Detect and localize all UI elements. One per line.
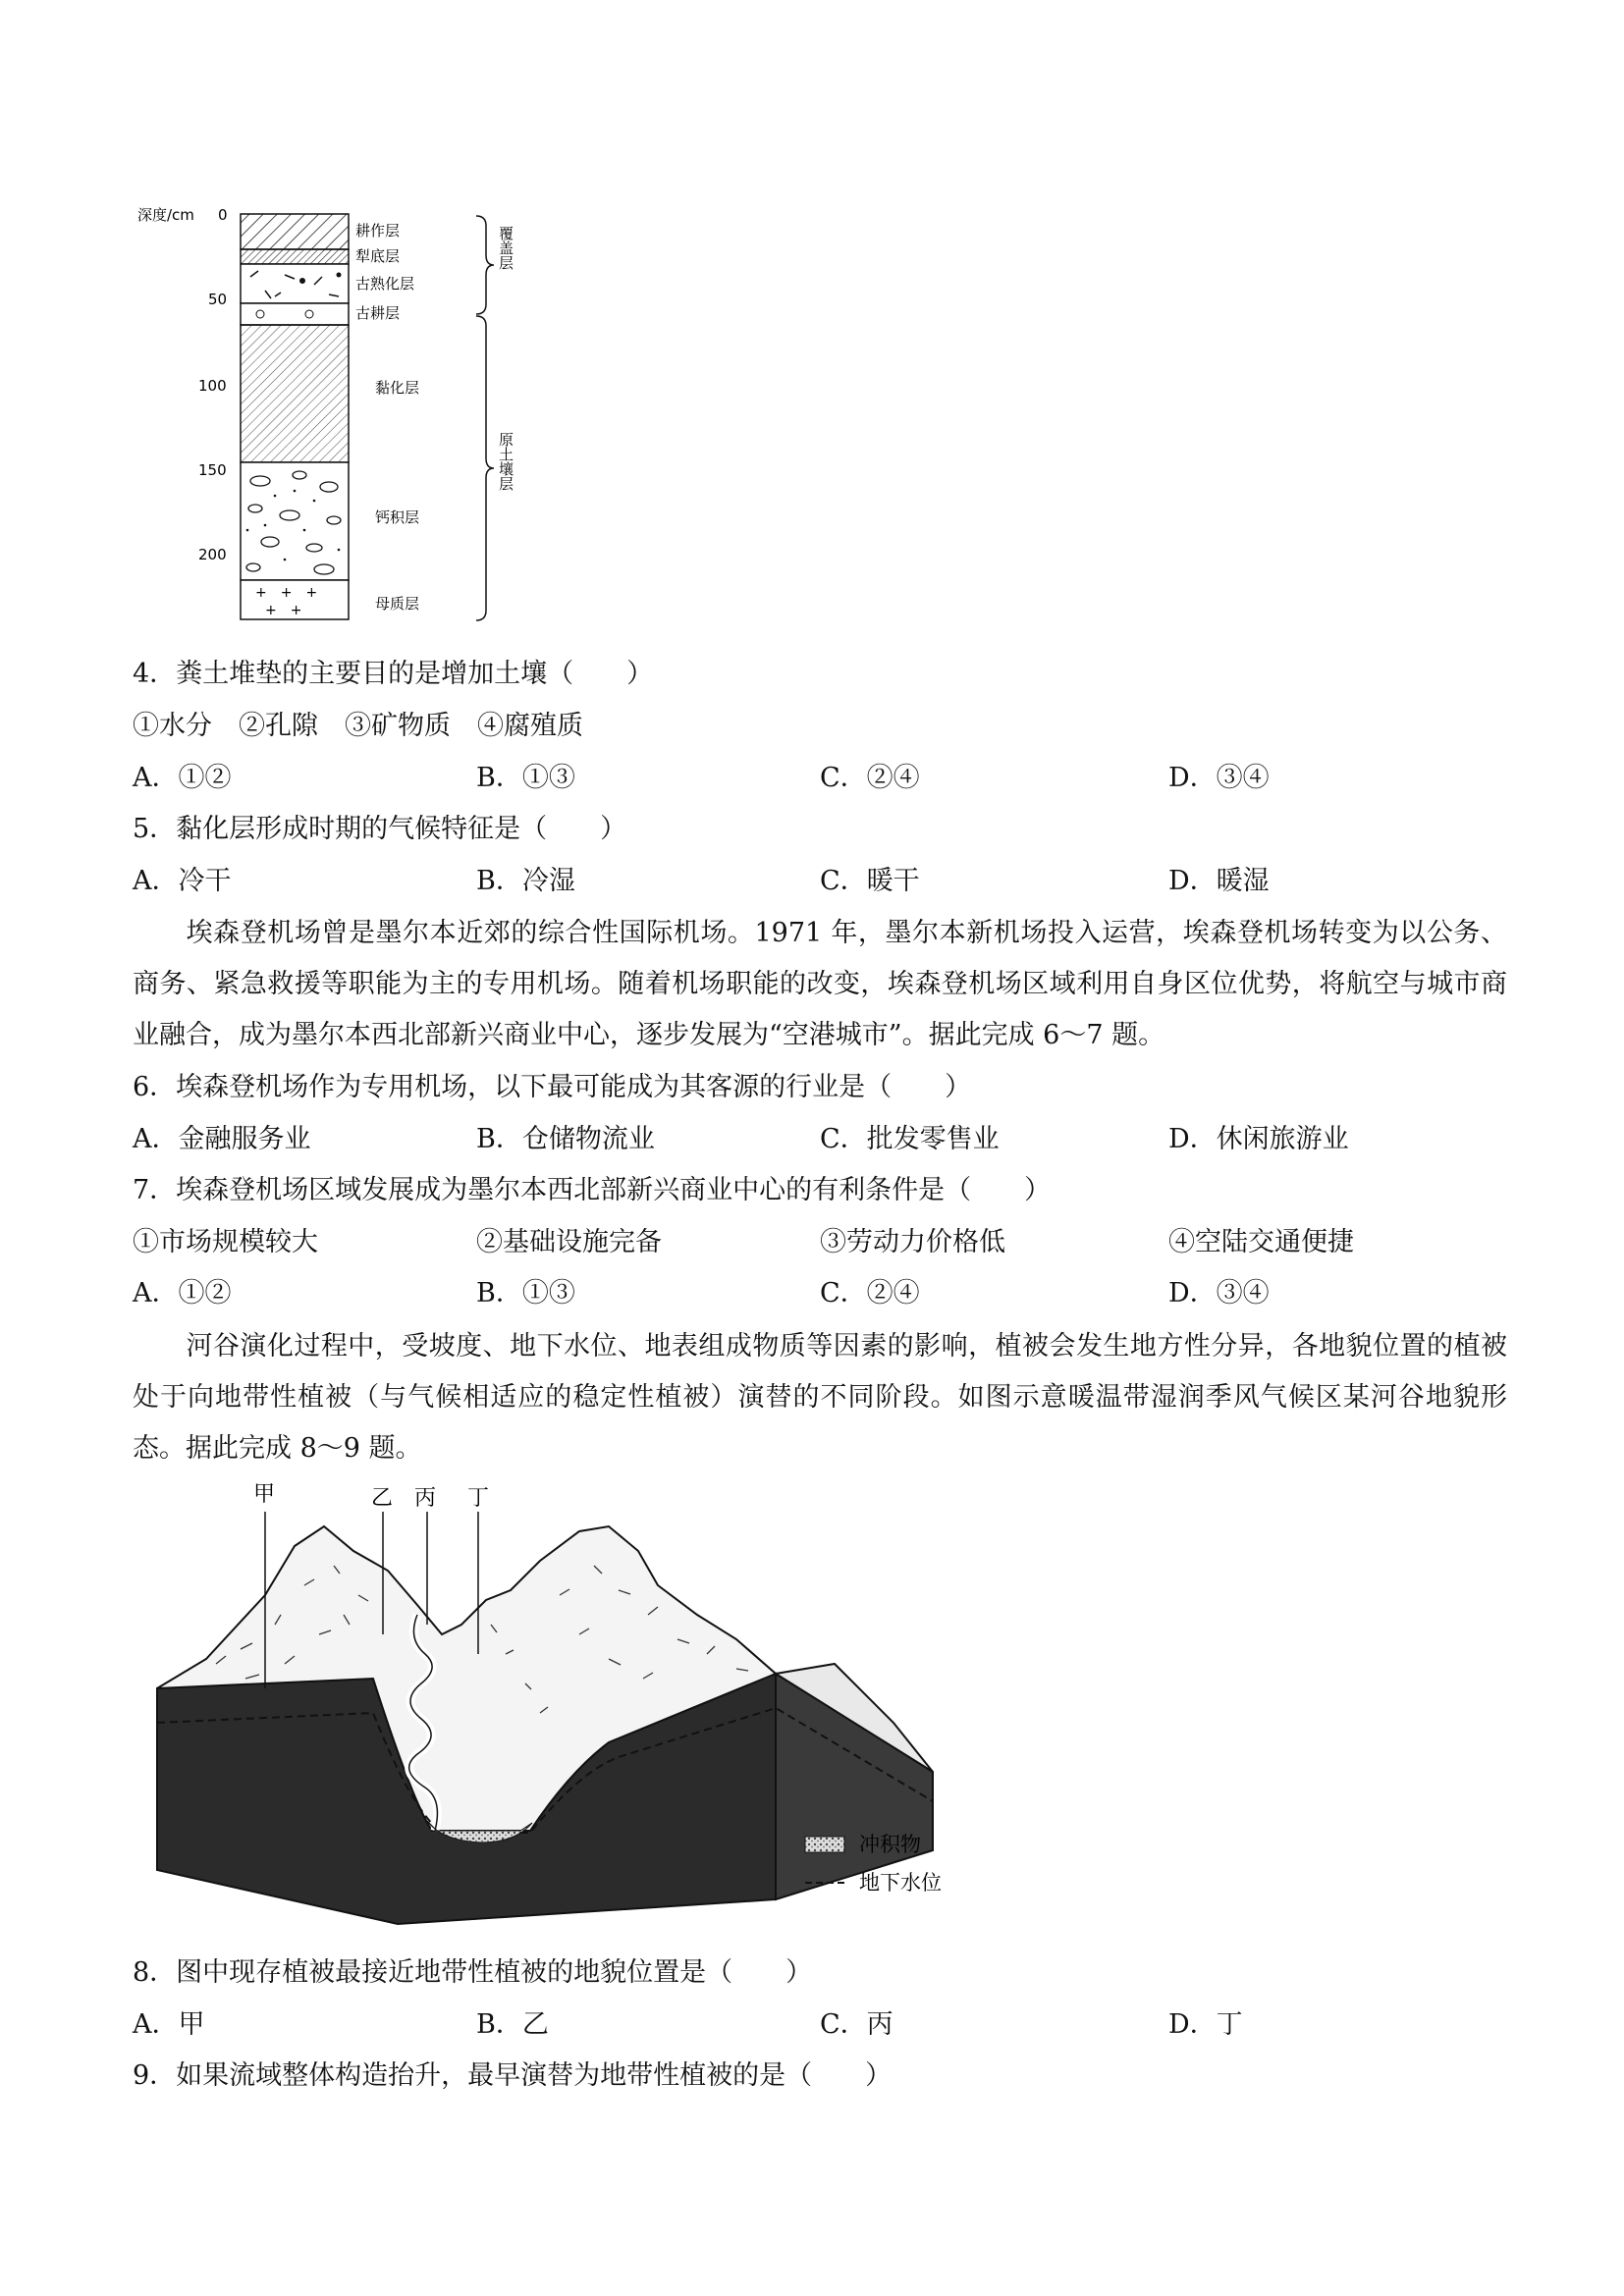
- option-b[interactable]: B．①③: [476, 763, 575, 793]
- option-a[interactable]: A．①②: [133, 1278, 232, 1308]
- option-c[interactable]: C．批发零售业: [820, 1124, 1000, 1154]
- question-stem: 6．埃森登机场作为专用机场，以下最可能成为其客源的行业是（ ）: [133, 1072, 972, 1102]
- question-stem: 4．粪土堆垫的主要目的是增加土壤（ ）: [133, 659, 654, 689]
- group-label: 原土壤层: [497, 432, 514, 491]
- option-c[interactable]: C．②④: [820, 1278, 920, 1308]
- label-ding: 丁: [467, 1486, 490, 1511]
- label-bing: 丙: [414, 1486, 437, 1511]
- option-d[interactable]: D．休闲旅游业: [1168, 1124, 1349, 1154]
- layer-label: 犁底层: [355, 247, 401, 265]
- layer-label: 耕作层: [355, 222, 401, 240]
- option-a[interactable]: A．甲: [133, 2009, 205, 2040]
- question-stem: 7．埃森登机场区域发展成为墨尔本西北部新兴商业中心的有利条件是（ ）: [133, 1175, 1052, 1205]
- layer-label: 古熟化层: [355, 275, 415, 293]
- depth-label: 深度/cm: [137, 206, 194, 224]
- question-stem: 8．图中现存植被最接近地带性植被的地貌位置是（ ）: [133, 1957, 813, 1988]
- option-c[interactable]: C．②④: [820, 763, 920, 793]
- tick-50: 50: [208, 291, 228, 308]
- passage-text: 埃森登机场曾是墨尔本近郊的综合性国际机场。1971 年，墨尔本新机场投入运营，埃森登机场转变为以公务、商务、紧急救援等职能为主的专用机场。随着机场职能的改变，埃森登机场区域利用自身区位优势，将航空与城市商业融合，成为墨尔本西北部新兴商业中心，逐步发展为“空港城市”。据此完成 6～7 题。: [133, 918, 1507, 1050]
- option-a[interactable]: A．金融服务业: [133, 1124, 311, 1154]
- option-b[interactable]: B．冷湿: [476, 866, 575, 896]
- item: ②基础设施完备: [476, 1227, 662, 1257]
- soil-column: [241, 214, 349, 619]
- layer-label: 黏化层: [375, 379, 420, 397]
- option-a[interactable]: A．冷干: [133, 866, 232, 896]
- group-label: 覆盖层: [497, 226, 514, 270]
- layer-label: 钙积层: [375, 508, 420, 526]
- tick-150: 150: [198, 461, 227, 479]
- option-d[interactable]: D．丁: [1168, 2009, 1243, 2040]
- option-c[interactable]: C．暖干: [820, 866, 920, 896]
- passage-text: 河谷演化过程中，受坡度、地下水位、地表组成物质等因素的影响，植被会发生地方性分异，各地貌位置的植被处于向地带性植被（与气候相适应的稳定性植被）演替的不同阶段。如图示意暖温带湿润季风气候区某河谷地貌形态。据此完成 8～9 题。: [133, 1331, 1507, 1464]
- question-stem: 9．如果流域整体构造抬升，最早演替为地带性植被的是（ ）: [133, 2060, 893, 2091]
- brace: [476, 216, 494, 314]
- svg-text:+ + +: + + +: [255, 585, 318, 601]
- layer-label: 古耕层: [355, 304, 401, 322]
- option-b[interactable]: B．①③: [476, 1278, 575, 1308]
- tick-0: 0: [218, 206, 228, 224]
- option-d[interactable]: D．暖湿: [1168, 866, 1270, 896]
- item: ①市场规模较大: [133, 1227, 318, 1257]
- legend-water-label: 地下水位: [859, 1871, 942, 1895]
- option-d[interactable]: D．③④: [1168, 1278, 1270, 1308]
- tick-100: 100: [198, 377, 227, 395]
- legend-sediment-label: 冲积物: [859, 1833, 921, 1856]
- option-c[interactable]: C．丙: [820, 2009, 893, 2040]
- option-d[interactable]: D．③④: [1168, 763, 1270, 793]
- soil-profile-figure: [128, 196, 540, 638]
- layer-label: 母质层: [375, 595, 420, 613]
- label-yi: 乙: [371, 1486, 394, 1511]
- valley-figure: [147, 1477, 992, 1939]
- tick-200: 200: [198, 546, 227, 563]
- option-b[interactable]: B．仓储物流业: [476, 1124, 655, 1154]
- question-stem: 5．黏化层形成时期的气候特征是（ ）: [133, 814, 627, 844]
- item: ③劳动力价格低: [820, 1227, 1005, 1257]
- question-items: ①水分 ②孔隙 ③矿物质 ④腐殖质: [133, 711, 583, 741]
- passage: [133, 908, 1507, 1061]
- svg-text:+ +: + +: [265, 603, 302, 618]
- item: ④空陆交通便捷: [1168, 1227, 1354, 1257]
- legend-sediment-swatch: [805, 1837, 844, 1852]
- label-jia: 甲: [253, 1482, 276, 1507]
- option-a[interactable]: A．①②: [133, 763, 232, 793]
- passage: [133, 1321, 1507, 1474]
- option-b[interactable]: B．乙: [476, 2009, 549, 2040]
- brace: [476, 316, 494, 620]
